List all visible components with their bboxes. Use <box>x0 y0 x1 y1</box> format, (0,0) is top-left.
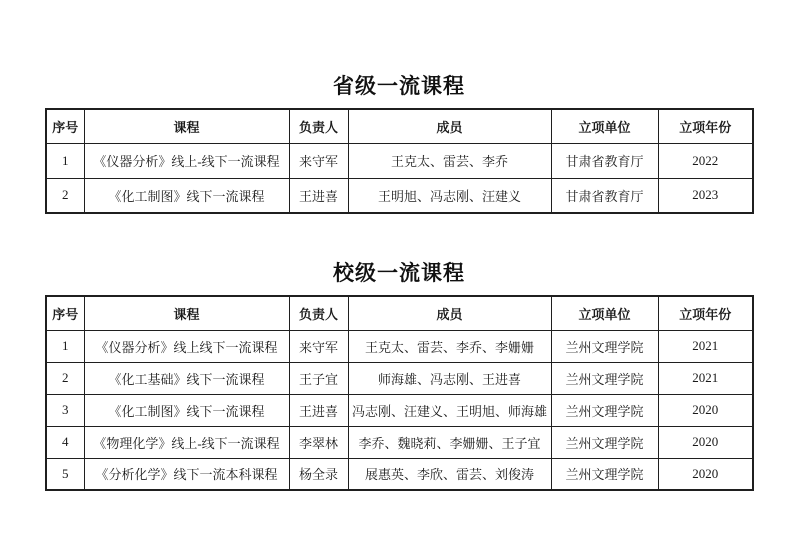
cell-unit: 甘肃省教育厅 <box>551 143 658 178</box>
cell-index: 1 <box>46 143 84 178</box>
cell-leader: 李翠林 <box>289 426 348 458</box>
cell-unit: 兰州文理学院 <box>551 330 658 362</box>
provincial-courses-table <box>45 108 754 214</box>
col-header-unit: 立项单位 <box>551 296 658 330</box>
cell-index: 2 <box>46 362 84 394</box>
cell-unit: 兰州文理学院 <box>551 394 658 426</box>
header-row <box>46 109 753 143</box>
cell-leader: 来守军 <box>289 143 348 178</box>
cell-course: 《化工基础》线下一流课程 <box>84 362 289 394</box>
cell-year: 2021 <box>658 362 753 394</box>
cell-index: 4 <box>46 426 84 458</box>
cell-members: 冯志刚、汪建义、王明旭、师海雄 <box>348 394 551 426</box>
table-row <box>46 426 753 458</box>
col-header-index: 序号 <box>46 296 84 330</box>
cell-course: 《分析化学》线下一流本科课程 <box>84 458 289 490</box>
col-header-year: 立项年份 <box>658 296 753 330</box>
col-header-course: 课程 <box>84 109 289 143</box>
cell-unit: 兰州文理学院 <box>551 426 658 458</box>
cell-leader: 王进喜 <box>289 394 348 426</box>
cell-course: 《仪器分析》线上-线下一流课程 <box>84 143 289 178</box>
provincial-table-body <box>46 143 753 213</box>
cell-year: 2020 <box>658 394 753 426</box>
col-header-unit: 立项单位 <box>551 109 658 143</box>
cell-index: 2 <box>46 178 84 213</box>
provincial-table-header <box>46 109 753 143</box>
col-header-leader: 负责人 <box>289 109 348 143</box>
header-row <box>46 296 753 330</box>
cell-members: 王克太、雷芸、李乔 <box>348 143 551 178</box>
table-row <box>46 362 753 394</box>
cell-unit: 兰州文理学院 <box>551 458 658 490</box>
school-courses-table <box>45 295 754 491</box>
cell-year: 2022 <box>658 143 753 178</box>
cell-year: 2021 <box>658 330 753 362</box>
cell-index: 5 <box>46 458 84 490</box>
cell-course: 《仪器分析》线上线下一流课程 <box>84 330 289 362</box>
cell-index: 3 <box>46 394 84 426</box>
cell-leader: 王进喜 <box>289 178 348 213</box>
table-row <box>46 394 753 426</box>
col-header-leader: 负责人 <box>289 296 348 330</box>
cell-members: 师海雄、冯志刚、王进喜 <box>348 362 551 394</box>
section-title-school: 校级一流课程 <box>333 261 465 285</box>
table-row <box>46 143 753 178</box>
school-table-header <box>46 296 753 330</box>
cell-leader: 王子宜 <box>289 362 348 394</box>
cell-course: 《物理化学》线上-线下一流课程 <box>84 426 289 458</box>
col-header-members: 成员 <box>348 109 551 143</box>
cell-year: 2023 <box>658 178 753 213</box>
cell-year: 2020 <box>658 426 753 458</box>
col-header-year: 立项年份 <box>658 109 753 143</box>
cell-course: 《化工制图》线下一流课程 <box>84 178 289 213</box>
col-header-course: 课程 <box>84 296 289 330</box>
cell-index: 1 <box>46 330 84 362</box>
cell-course: 《化工制图》线下一流课程 <box>84 394 289 426</box>
cell-members: 李乔、魏晓莉、李姗姗、王子宜 <box>348 426 551 458</box>
table-row <box>46 178 753 213</box>
cell-leader: 来守军 <box>289 330 348 362</box>
school-table-body <box>46 330 753 490</box>
cell-members: 展惠英、李欣、雷芸、刘俊涛 <box>348 458 551 490</box>
cell-year: 2020 <box>658 458 753 490</box>
table-row <box>46 458 753 490</box>
cell-unit: 兰州文理学院 <box>551 362 658 394</box>
cell-unit: 甘肃省教育厅 <box>551 178 658 213</box>
col-header-members: 成员 <box>348 296 551 330</box>
section-title-provincial: 省级一流课程 <box>333 74 465 98</box>
cell-members: 王克太、雷芸、李乔、李姗姗 <box>348 330 551 362</box>
table-row <box>46 330 753 362</box>
col-header-index: 序号 <box>46 109 84 143</box>
cell-members: 王明旭、冯志刚、汪建义 <box>348 178 551 213</box>
cell-leader: 杨全录 <box>289 458 348 490</box>
